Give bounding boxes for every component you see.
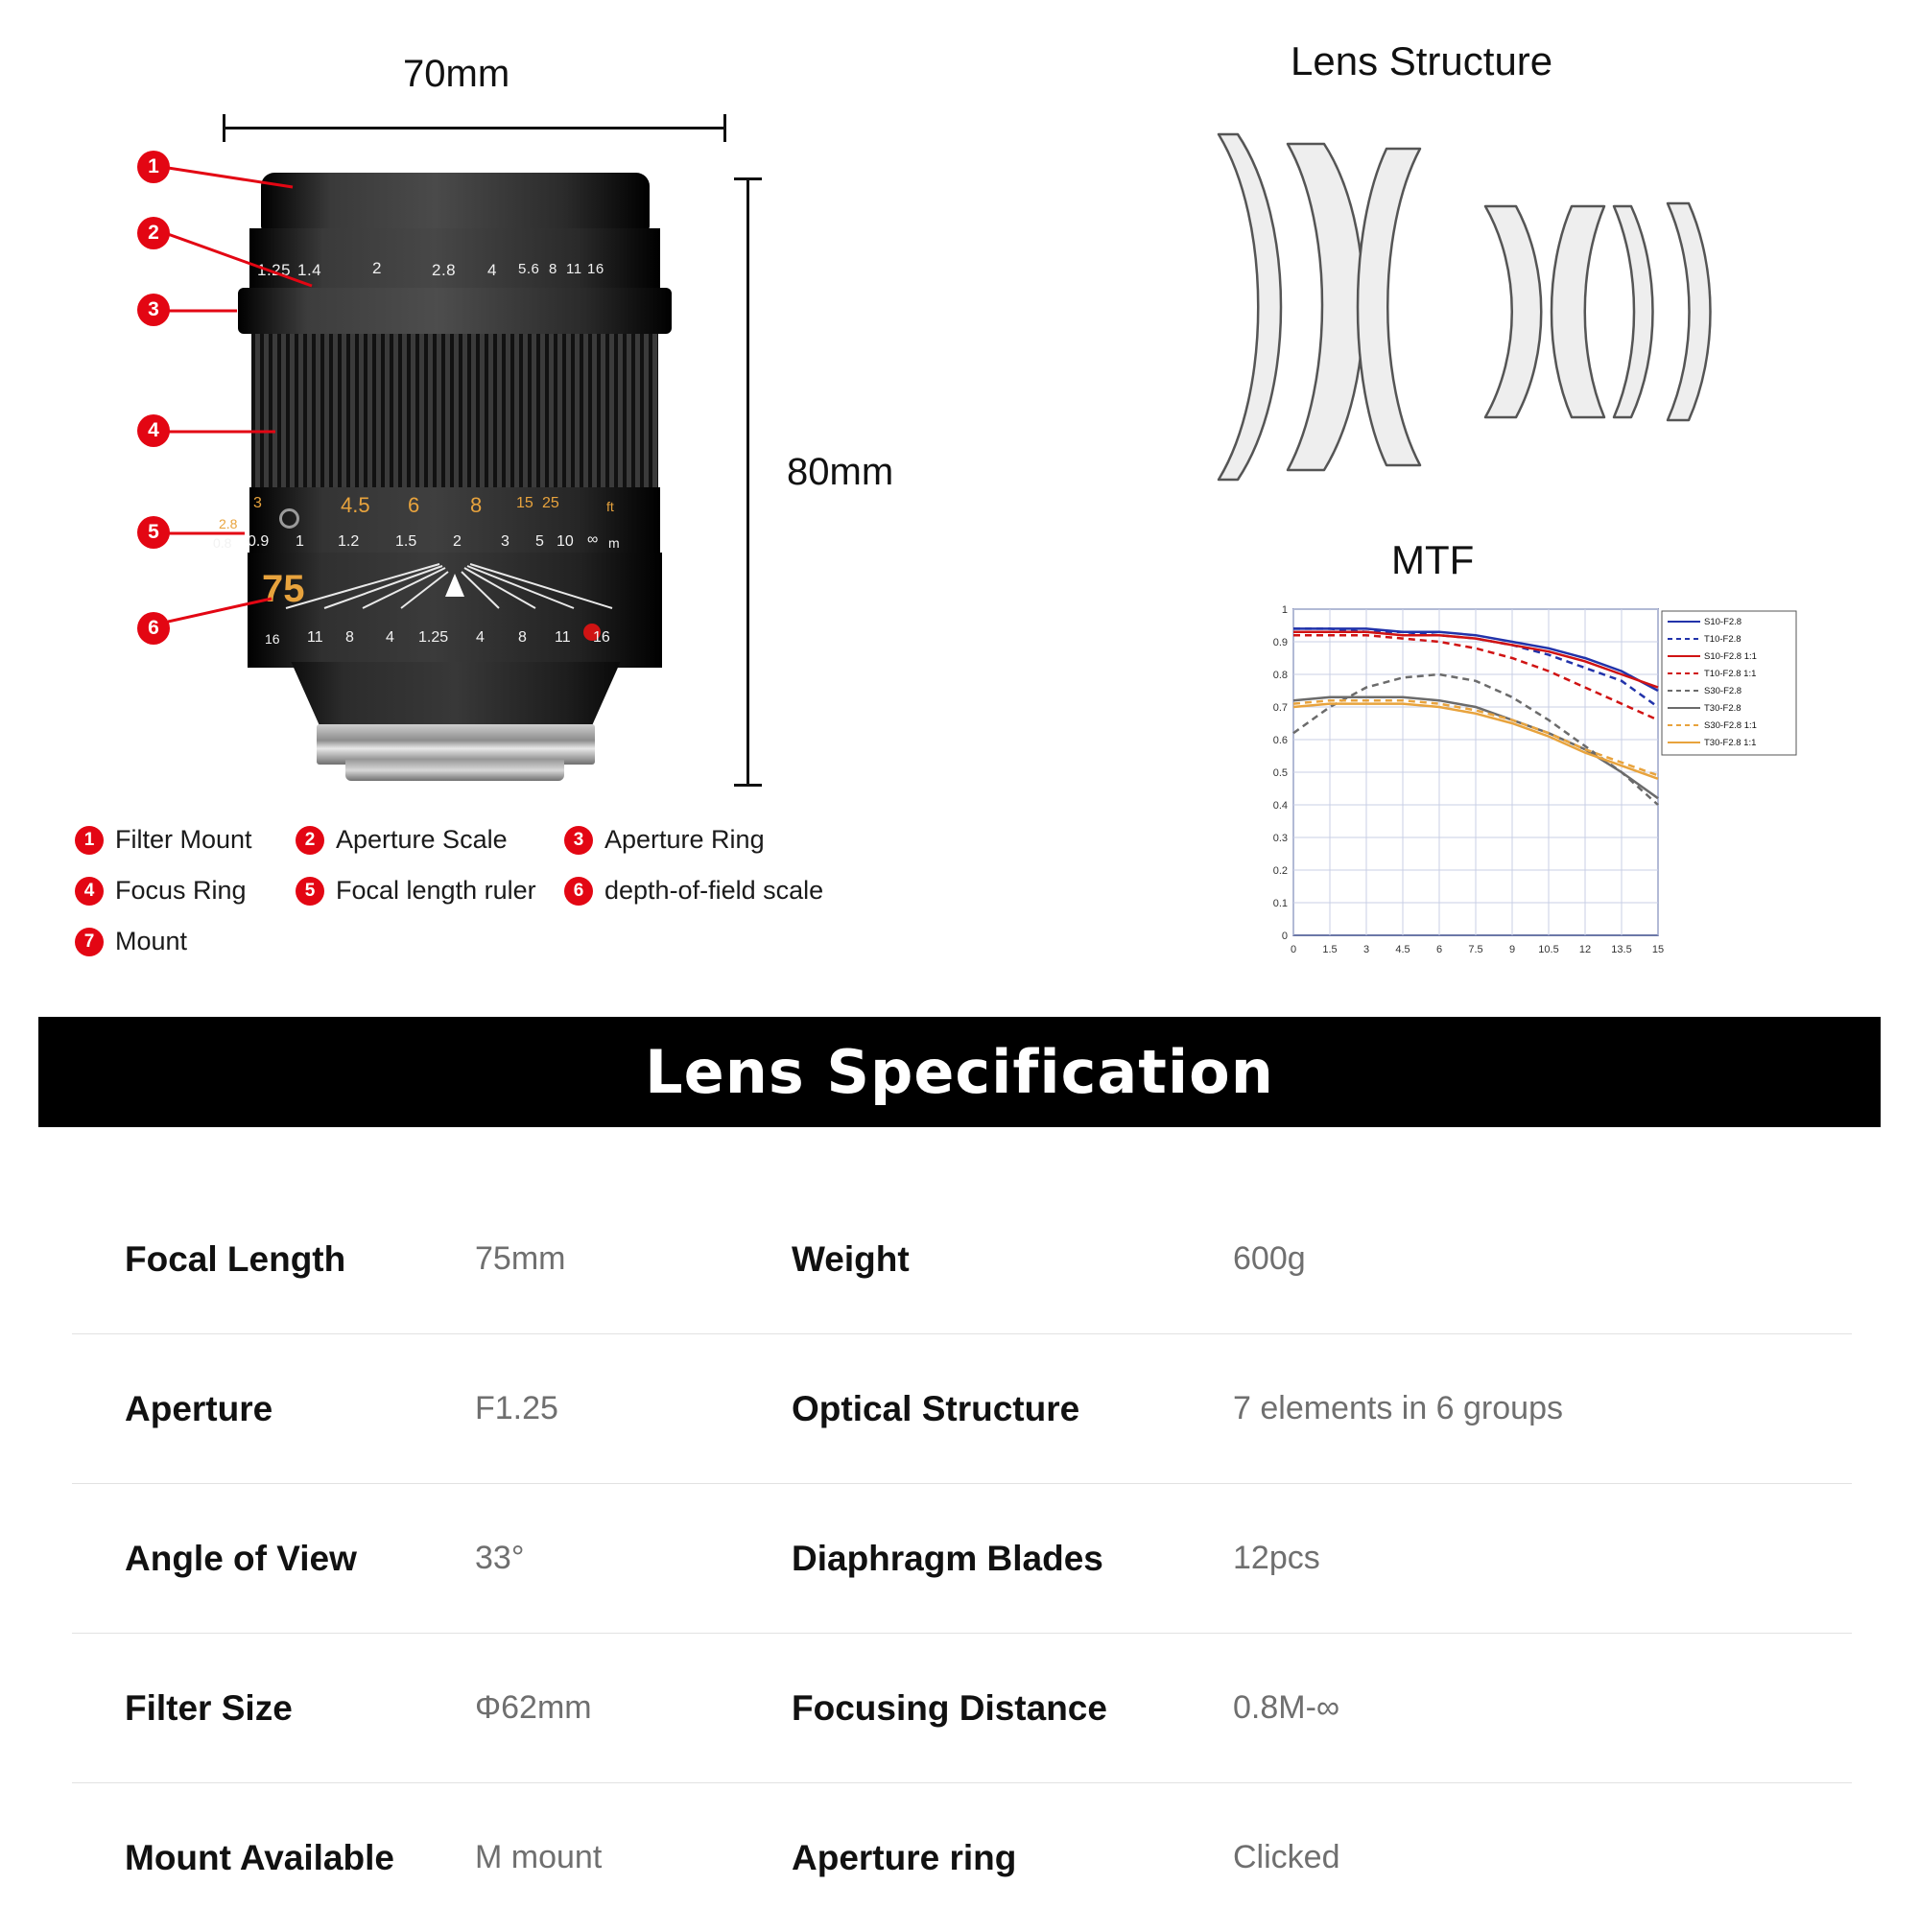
aperture-scale-value-6: 5.6 [518,261,540,277]
legend-item-3 [564,825,765,855]
aperture-scale-value-7: 8 [549,261,557,277]
spec-value-aperture: F1.25 [475,1390,558,1426]
svg-text:1: 1 [1281,604,1288,616]
spec-label-optical-structure: Optical Structure [792,1388,1080,1428]
callout-legend [75,825,919,978]
legend-item-6 [564,876,823,906]
focus-ring-part [251,334,658,487]
ruler-m-8: 10 [557,533,574,550]
dof-value-2: 11 [307,629,323,646]
ruler-ft-0: 2.8 [219,516,238,531]
ruler-ft-3: 6 [408,493,420,517]
aperture-scale-value-1: 1.25 [257,261,292,279]
svg-text:0.3: 0.3 [1272,833,1288,844]
ruler-ft-2: 4.5 [341,493,370,517]
filter-mount-part [261,173,650,230]
spec-value-aperture-ring: Clicked [1233,1839,1340,1875]
dof-value-8: 11 [555,629,571,646]
table-row [72,1783,1852,1932]
aperture-scale-value-4: 2.8 [432,261,457,279]
height-dimension-line [746,177,749,787]
mount-part [317,724,595,765]
legend-label-1: Filter Mount [115,825,252,854]
svg-text:0.2: 0.2 [1272,865,1288,877]
ruler-m-5: 2 [453,533,462,550]
svg-text:0.1: 0.1 [1272,898,1288,909]
svg-text:0.5: 0.5 [1272,767,1288,779]
legend-badge-1: 1 [75,826,104,855]
svg-text:3: 3 [1362,944,1370,955]
svg-text:0.7: 0.7 [1272,702,1288,714]
table-row [72,1334,1852,1484]
callout-leader-2 [168,226,321,294]
lens-structure-title: Lens Structure [1291,38,1553,83]
ruler-m-3: 1.2 [338,533,360,550]
mount-flange [345,760,564,781]
dof-value-4: 4 [386,629,394,646]
dof-value-5: 1.25 [418,629,449,646]
svg-text:0: 0 [1281,931,1288,942]
spec-value-optical-structure: 7 elements in 6 groups [1233,1390,1563,1426]
legend-label-2: Aperture Scale [336,825,508,854]
dof-value-6: 4 [476,629,485,646]
callout-marker-1: 1 [137,151,170,183]
dof-value-9: 16 [593,629,610,646]
legend-badge-2: 2 [296,826,324,855]
table-row [72,1484,1852,1634]
legend-label-4: Focus Ring [115,876,247,905]
ruler-m-2: 1 [296,533,304,550]
ruler-ft-6: 25 [542,495,559,511]
svg-text:T10-F2.8: T10-F2.8 [1704,634,1741,645]
svg-text:S30-F2.8 1:1: S30-F2.8 1:1 [1704,720,1757,731]
legend-badge-5: 5 [296,877,324,906]
svg-text:0.6: 0.6 [1272,735,1288,746]
legend-item-1 [75,825,296,855]
legend-row-1 [75,825,919,855]
svg-text:4.5: 4.5 [1395,944,1410,955]
spec-value-diaphragm-blades: 12pcs [1233,1540,1320,1576]
legend-badge-7: 7 [75,928,104,956]
dof-value-7: 8 [518,629,527,646]
legend-item-4 [75,876,296,906]
ruler-m-4: 1.5 [395,533,417,550]
svg-text:T10-F2.8 1:1: T10-F2.8 1:1 [1704,669,1757,679]
legend-item-7 [75,927,187,956]
svg-text:0.9: 0.9 [1272,637,1288,648]
spec-label-mount-available: Mount Available [125,1837,394,1877]
svg-text:12: 12 [1578,944,1592,955]
svg-text:0: 0 [1290,944,1297,955]
specification-table [72,1185,1852,1932]
lens-photo-area [0,0,960,1007]
mtf-chart-svg [1247,600,1804,983]
spec-label-diaphragm-blades: Diaphragm Blades [792,1538,1103,1578]
height-dimension-label: 80mm [787,451,894,493]
callout-leader-6 [168,595,283,643]
ruler-m-7: 5 [535,533,544,550]
dof-fan-lines [248,554,662,612]
mtf-title: MTF [1391,537,1475,582]
legend-item-5 [296,876,564,906]
callout-marker-6: 6 [137,612,170,645]
svg-text:9: 9 [1508,944,1516,955]
spec-value-focal-length: 75mm [475,1240,566,1277]
svg-text:10.5: 10.5 [1538,944,1559,955]
legend-badge-4: 4 [75,877,104,906]
legend-badge-6: 6 [564,877,593,906]
callout-marker-3: 3 [137,294,170,326]
spec-label-angle-of-view: Angle of View [125,1538,357,1578]
ruler-ft-1: 3 [253,495,262,511]
table-row [72,1634,1852,1783]
legend-badge-3: 3 [564,826,593,855]
spec-value-angle-of-view: 33° [475,1540,525,1576]
spec-label-aperture-ring: Aperture ring [792,1837,1017,1877]
svg-text:T30-F2.8: T30-F2.8 [1704,703,1741,714]
lens-structure-diagram [1180,115,1852,499]
ruler-m-0: 0.8 [213,535,232,551]
spec-banner-title: Lens Specification [645,1037,1274,1107]
legend-row-2 [75,876,919,906]
ruler-m-unit: m [608,535,620,551]
spec-value-weight: 600g [1233,1240,1306,1277]
aperture-scale-value-3: 2 [372,259,382,277]
dof-value-1: 16 [265,631,280,647]
focus-index-circle [279,508,299,529]
table-row [72,1185,1852,1334]
ruler-ft-4: 8 [470,493,483,517]
spec-value-focusing-distance: 0.8M-∞ [1233,1689,1340,1726]
svg-text:0.8: 0.8 [1272,670,1288,681]
spec-label-filter-size: Filter Size [125,1687,293,1728]
callout-marker-2: 2 [137,217,170,249]
spec-label-aperture: Aperture [125,1388,273,1428]
aperture-scale-value-8: 11 [566,261,582,277]
ruler-ft-unit: ft [606,499,614,514]
focal-length-engraving: 75 [262,568,305,610]
mtf-chart [1247,600,1804,983]
legend-label-6: depth-of-field scale [604,876,824,905]
callout-leader-3 [168,303,245,322]
spec-label-weight: Weight [792,1238,910,1279]
aperture-scale-value-9: 16 [587,261,604,277]
aperture-ring-part [238,288,672,334]
callout-marker-5: 5 [137,516,170,549]
ruler-ft-5: 15 [516,495,533,511]
svg-text:S10-F2.8 1:1: S10-F2.8 1:1 [1704,651,1757,662]
spec-label-focal-length: Focal Length [125,1238,346,1279]
width-dimension-line [223,127,726,130]
callout-leader-4 [168,424,283,443]
callout-leader-5 [168,526,264,545]
spec-banner [38,1017,1881,1127]
ruler-m-1: 0.9 [248,533,270,550]
dof-value-3: 8 [345,629,354,646]
ruler-m-9: ∞ [587,531,599,548]
svg-text:S30-F2.8: S30-F2.8 [1704,686,1742,696]
svg-text:13.5: 13.5 [1611,944,1632,955]
aperture-scale-value-5: 4 [487,261,497,279]
lens-base [269,662,643,729]
svg-text:15: 15 [1651,944,1665,955]
svg-text:S10-F2.8: S10-F2.8 [1704,617,1742,627]
svg-text:6: 6 [1435,944,1443,955]
callout-marker-4: 4 [137,414,170,447]
legend-row-3 [75,927,919,956]
legend-item-2 [296,825,564,855]
svg-text:1.5: 1.5 [1322,944,1338,955]
svg-text:7.5: 7.5 [1468,944,1483,955]
callout-leader-1 [168,158,302,197]
width-dimension-label: 70mm [403,53,510,95]
spec-value-filter-size: Φ62mm [475,1689,592,1726]
ruler-m-6: 3 [501,533,509,550]
spec-label-focusing-distance: Focusing Distance [792,1687,1107,1728]
spec-value-mount-available: M mount [475,1839,603,1875]
svg-text:0.4: 0.4 [1272,800,1288,812]
legend-label-7: Mount [115,927,188,955]
aperture-scale-value-2: 1.4 [297,261,322,279]
svg-text:T30-F2.8 1:1: T30-F2.8 1:1 [1704,738,1757,748]
legend-label-3: Aperture Ring [604,825,765,854]
legend-label-5: Focal length ruler [336,876,536,905]
